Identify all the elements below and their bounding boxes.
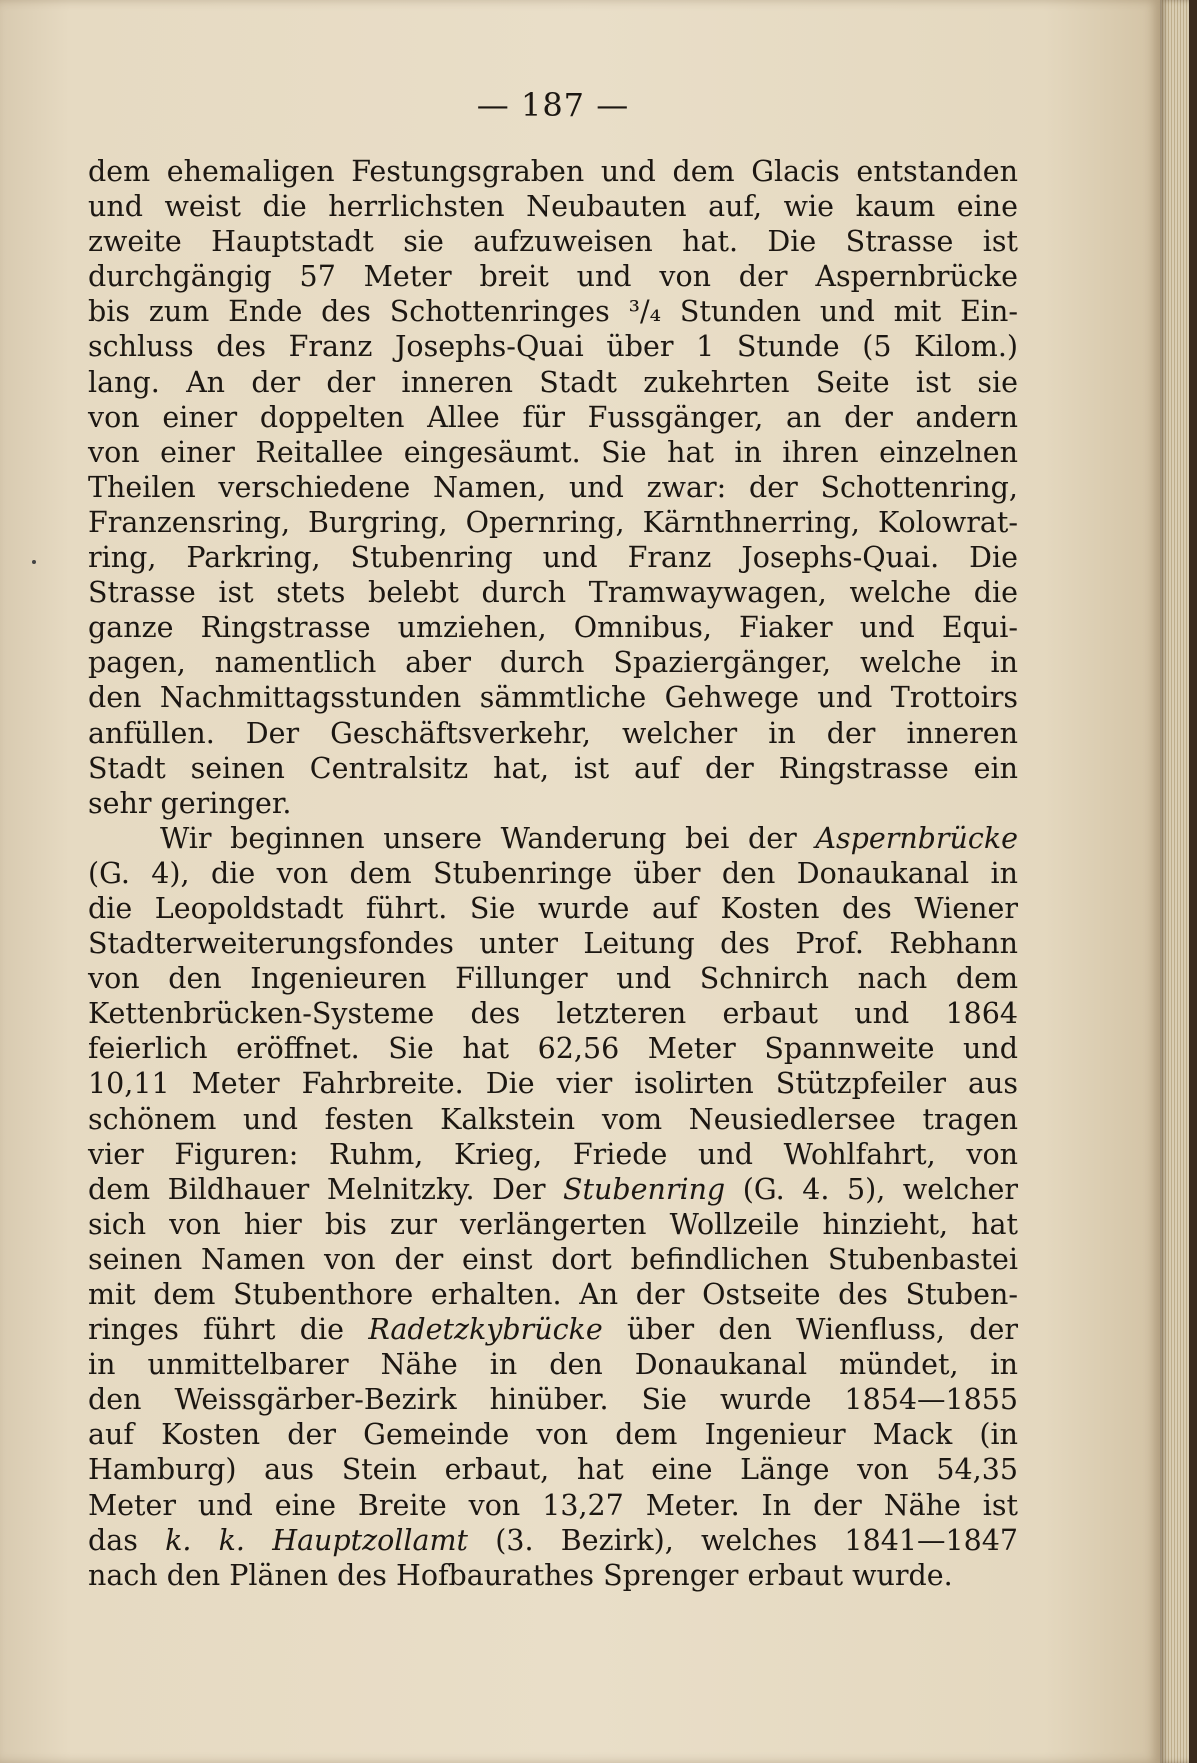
text-segment: ringes führt die (88, 1313, 369, 1347)
text-line (88, 540, 1018, 575)
text-segment: mit dem Stubenthore erhalten. An der Ostseite des Stuben- (88, 1278, 1018, 1311)
text-segment: anfüllen. Der Geschäftsverkehr, welcher in der inneren (88, 716, 1018, 750)
text-line (88, 1452, 1018, 1487)
italic-term: Stubenring (563, 1172, 726, 1206)
text-line (88, 716, 1018, 751)
text-segment: sich von hier bis zur verlängerten Wollzeile hinzieht, hat (88, 1207, 1018, 1241)
text-segment: feierlich eröffnet. Sie hat 62,56 Meter Spannweite und (88, 1032, 1018, 1066)
text-segment: den Nachmittagsstunden sämmtliche Gehwege und Trottoirs (88, 681, 1018, 715)
text-segment: auf Kosten der Gemeinde von dem Ingenieur Mack (in (88, 1418, 1018, 1452)
text-line (88, 365, 1018, 400)
text-segment: Theilen verschiedene Namen, und zwar: der Schottenring, (88, 470, 1018, 504)
text-line (88, 1488, 1018, 1523)
text-segment: schönem und festen Kalkstein vom Neusiedlersee tragen (88, 1102, 1018, 1136)
text-line (88, 1102, 1018, 1137)
text-line (88, 1558, 1018, 1593)
text-line (88, 645, 1018, 680)
text-segment: bis zum Ende des Schottenringes ³/₄ Stunden und mit Ein- (88, 295, 1018, 329)
text-segment: dem Bildhauer Melnitzky. Der (88, 1172, 564, 1206)
text-segment: nach den Plänen des Hofbaurathes Sprenger erbaut wurde. (88, 1558, 953, 1592)
text-segment: Kettenbrücken-Systeme des letzteren erbaut und 1864 (88, 997, 1018, 1031)
text-line (88, 400, 1018, 435)
ink-speck (32, 560, 36, 564)
text-line (88, 821, 1018, 856)
text-segment: die Leopoldstadt führt. Sie wurde auf Kosten des Wiener (88, 891, 1018, 925)
text-line (88, 505, 1018, 540)
text-segment: zweite Hauptstadt sie aufzuweisen hat. Die Strasse ist (88, 225, 1018, 259)
text-segment: von einer doppelten Allee für Fussgänger, an der andern (88, 400, 1018, 434)
text-line (88, 294, 1018, 329)
text-line (88, 1312, 1018, 1347)
text-line (88, 329, 1018, 364)
text-line (88, 961, 1018, 996)
text-line (88, 680, 1018, 715)
text-segment: ganze Ringstrasse umziehen, Omnibus, Fiaker und Equi- (88, 611, 1018, 645)
text-segment: ring, Parkring, Stubenring und Franz Josephs-Quai. Die (88, 541, 1018, 575)
text-line (88, 1523, 1018, 1558)
text-segment: schluss des Franz Josephs-Quai über 1 Stunde (5 Kilom.) (88, 330, 1018, 364)
text-segment: lang. An der der inneren Stadt zukehrten Seite ist sie (88, 365, 1018, 399)
text-line (88, 926, 1018, 961)
text-line (88, 786, 1018, 821)
text-segment: Strasse ist stets belebt durch Tramwaywagen, welche die (88, 576, 1018, 610)
text-line (88, 891, 1018, 926)
text-line (88, 1242, 1018, 1277)
text-segment: durchgängig 57 Meter breit und von der Aspernbrücke (88, 260, 1018, 294)
text-segment: pagen, namentlich aber durch Spaziergänger, welche in (88, 646, 1018, 680)
text-segment: Stadt seinen Centralsitz hat, ist auf der Ringstrasse ein (88, 751, 1018, 785)
text-line (88, 154, 1018, 189)
text-line (88, 856, 1018, 891)
text-segment: Hamburg) aus Stein erbaut, hat eine Länge von 54,35 (88, 1453, 1018, 1487)
text-segment: das (88, 1523, 166, 1557)
text-segment: Franzensring, Burgring, Opernring, Kärnthnerring, Kolowrat- (88, 505, 1018, 539)
text-line (88, 1382, 1018, 1417)
text-segment: sehr geringer. (88, 786, 292, 820)
text-line (88, 1031, 1018, 1066)
text-line (88, 224, 1018, 259)
text-segment: dem ehemaligen Festungsgraben und dem Glacis entstanden (88, 155, 1018, 188)
body-text (88, 154, 1018, 1593)
text-segment: von einer Reitallee eingesäumt. Sie hat in ihren einzelnen (88, 435, 1018, 469)
text-line (88, 1066, 1018, 1101)
text-segment: seinen Namen von der einst dort befindlichen Stubenbastei (88, 1242, 1018, 1276)
text-line (88, 610, 1018, 645)
page-edges (1160, 0, 1197, 1763)
text-segment: (G. 4), die von dem Stubenringe über den Donaukanal in (88, 856, 1018, 890)
text-segment: den Weissgärber-Bezirk hinüber. Sie wurde 1854—1855 (88, 1383, 1018, 1417)
text-line (88, 1277, 1018, 1312)
text-line (88, 259, 1018, 294)
text-segment: über den Wienfluss, der (602, 1313, 1018, 1347)
text-line (88, 996, 1018, 1031)
text-segment: vier Figuren: Ruhm, Krieg, Friede und Wohlfahrt, von (88, 1137, 1018, 1171)
text-segment: Stadterweiterungsfondes unter Leitung des Prof. Rebhann (88, 927, 1018, 961)
text-line (88, 1207, 1018, 1242)
text-line (88, 575, 1018, 610)
text-segment: Wir beginnen unsere Wanderung bei der (160, 821, 816, 855)
text-segment: von den Ingenieuren Fillunger und Schnirch nach dem (88, 962, 1018, 996)
text-line (88, 189, 1018, 224)
text-line (88, 470, 1018, 505)
text-line (88, 1172, 1018, 1207)
text-line (88, 435, 1018, 470)
text-line (88, 1137, 1018, 1172)
text-segment: in unmittelbarer Nähe in den Donaukanal mündet, in (88, 1348, 1018, 1382)
text-segment: und weist die herrlichsten Neubauten auf, wie kaum eine (88, 190, 1018, 224)
text-segment: (G. 4. 5), welcher (725, 1172, 1018, 1206)
text-line (88, 1417, 1018, 1452)
text-segment: (3. Bezirk), welches 1841—1847 (468, 1523, 1018, 1557)
text-segment: Meter und eine Breite von 13,27 Meter. In der Nähe ist (88, 1488, 1018, 1522)
italic-term: Radetzkybrücke (368, 1313, 603, 1347)
italic-term: k. k. Hauptzollamt (165, 1523, 468, 1557)
text-line (88, 751, 1018, 786)
italic-term: Aspernbrücke (815, 821, 1018, 855)
text-line (88, 1347, 1018, 1382)
page-number-header: — 187 — (476, 86, 630, 124)
text-segment: 10,11 Meter Fahrbreite. Die vier isolirten Stützpfeiler aus (88, 1067, 1018, 1101)
